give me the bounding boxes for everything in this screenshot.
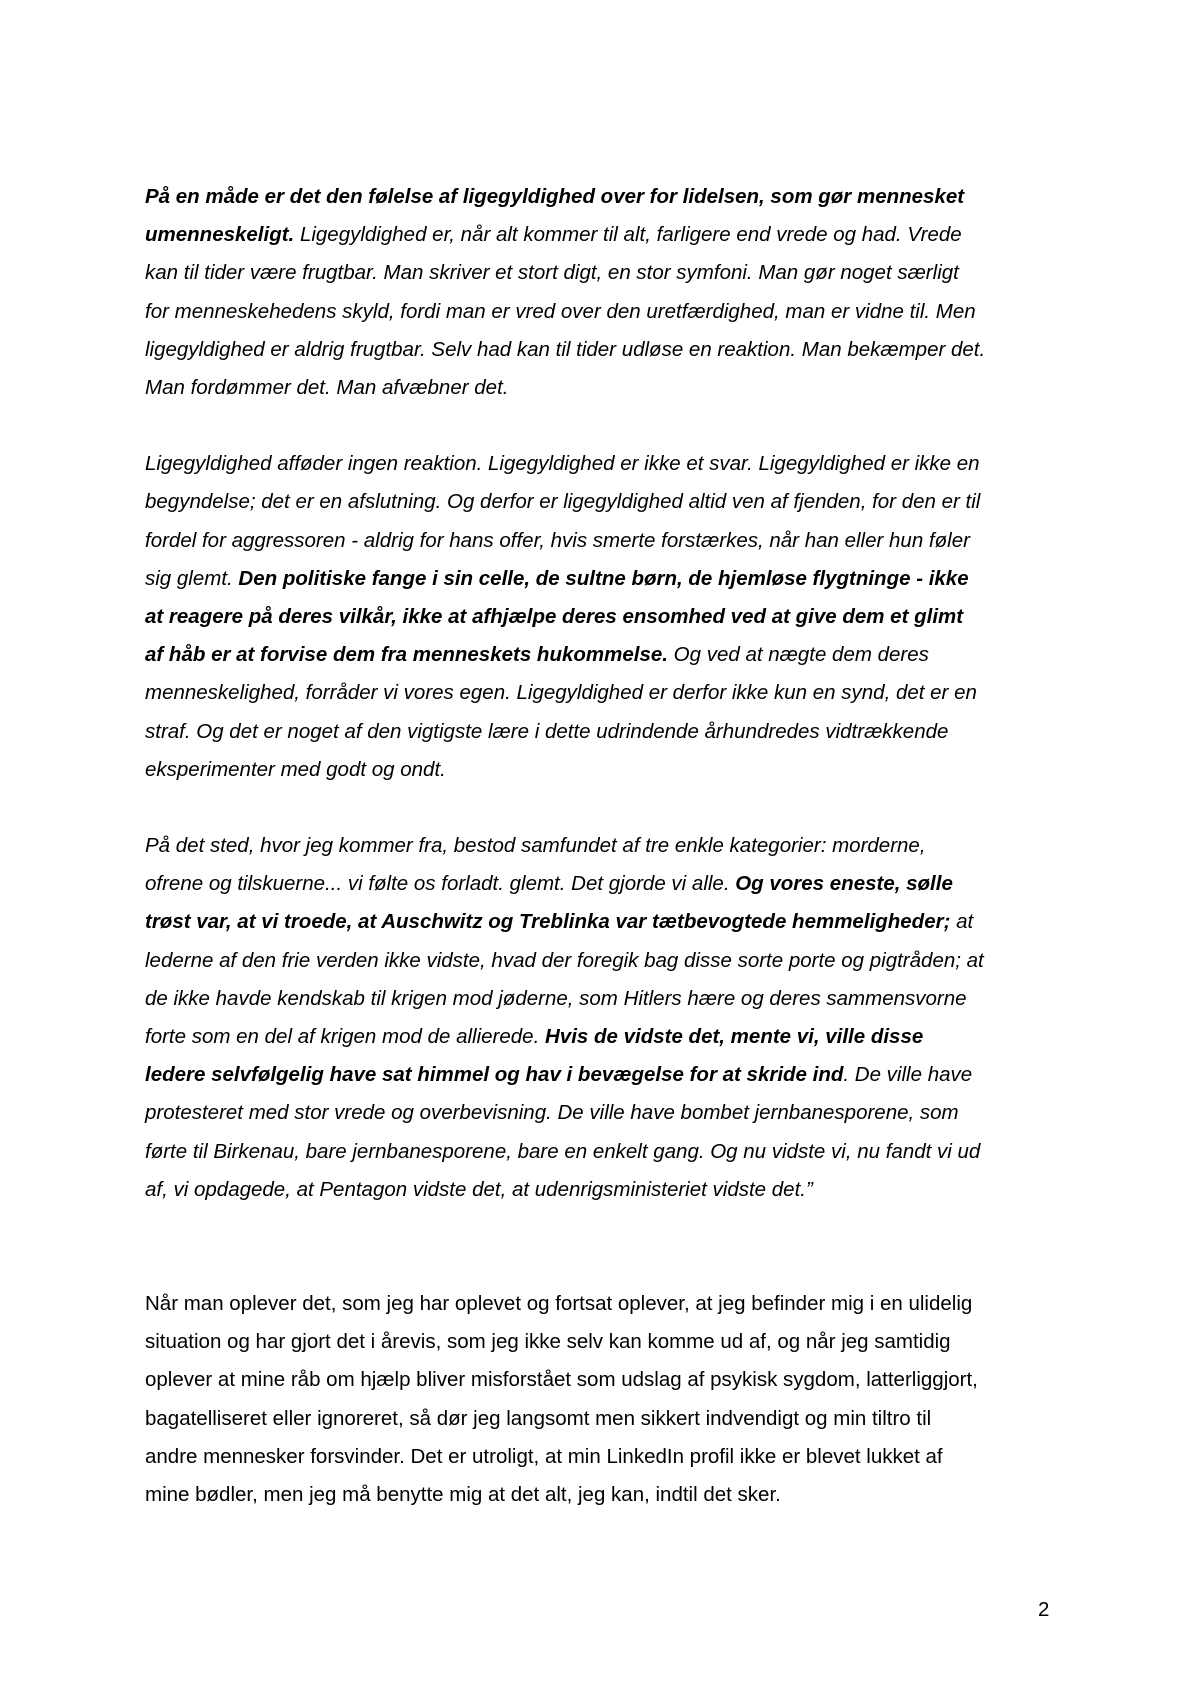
bold-span: ledere selvfølgelig have sat himmel og hav i bevægelse for at skride ind (145, 1063, 844, 1087)
text-line (145, 980, 1065, 1018)
text-span: Og ved at nægte dem deres (667, 643, 929, 667)
text-line (145, 483, 1065, 521)
text-line (145, 1361, 1065, 1399)
text-line (145, 865, 1065, 903)
text-span: menneskelighed, forråder vi vores egen. Ligegyldighed er derfor ikke kun en synd, det er en (145, 681, 977, 705)
text-span: ligegyldighed er aldrig frugtbar. Selv had kan til tider udløse en reaktion. Man bekæmper det. (145, 337, 986, 361)
bold-span: umenneskeligt. (145, 223, 295, 247)
text-span: Når man oplever det, som jeg har oplevet og fortsat oplever, at jeg befinder mig i en ulidelig (145, 1292, 973, 1316)
text-span: . De ville have (843, 1063, 973, 1087)
text-line (145, 254, 1065, 292)
paragraph-gap (145, 407, 1065, 445)
text-span: straf. Og det er noget af den vigtigste lære i dette udrindende århundredes vidtrækkende (145, 719, 949, 743)
bold-span: Den politiske fange i sin celle, de sultne børn, de hjemløse flygtninge - ikke (238, 566, 969, 590)
paragraph-4 (145, 1285, 1065, 1514)
text-span: Ligegyldighed afføder ingen reaktion. Ligegyldighed er ikke et svar. Ligegyldighed er ikke en (145, 452, 980, 476)
bold-span: af håb er at forvise dem fra menneskets hukommelse. (145, 643, 668, 667)
text-line (145, 369, 1065, 407)
text-span: lederne af den frie verden ikke vidste, hvad der foregik bag disse sorte porte og pigtråden; at (145, 948, 984, 972)
text-line (145, 1476, 1065, 1514)
paragraph-gap (145, 1209, 1065, 1285)
text-line (145, 1171, 1065, 1209)
text-line (145, 178, 1065, 216)
text-line (145, 903, 1065, 941)
bold-span: På en måde er det den følelse af ligegyldighed over for lidelsen, som gør mennesket (145, 185, 965, 208)
text-line (145, 942, 1065, 980)
text-span: fordel for aggressoren - aldrig for hans offer, hvis smerte forstærkes, når han eller hun føler (145, 528, 970, 552)
text-span: Man fordømmer det. Man afvæbner det. (145, 376, 509, 400)
bold-span: Hvis de vidste det, mente vi, ville disse (544, 1025, 924, 1049)
text-line (145, 293, 1065, 331)
bold-span: trøst var, at vi troede, at Auschwitz og Treblinka var tætbevogtede hemmeligheder; (145, 910, 951, 934)
bold-span: at reagere på deres vilkår, ikke at afhjælpe deres ensomhed ved at give dem et glimt (145, 605, 964, 629)
paragraph-1 (145, 178, 1065, 407)
text-line (145, 1133, 1065, 1171)
text-line (145, 522, 1065, 560)
text-span: førte til Birkenau, bare jernbanesporene, bare en enkelt gang. Og nu vidste vi, nu fandt vi ud (145, 1139, 981, 1163)
text-span: oplever at mine råb om hjælp bliver misforstået som udslag af psykisk sygdom, latterliggjort, (145, 1368, 978, 1392)
text-line (145, 1400, 1065, 1438)
text-span: Ligegyldighed er, når alt kommer til alt, farligere end vrede og had. Vrede (294, 223, 962, 247)
text-line (145, 560, 1065, 598)
text-line (145, 331, 1065, 369)
text-line (145, 445, 1065, 483)
text-span: situation og har gjort det i årevis, som jeg ikke selv kan komme ud af, og når jeg samtidig (145, 1330, 951, 1354)
text-line (145, 1056, 1065, 1094)
text-span: de ikke havde kendskab til krigen mod jøderne, som Hitlers hære og deres sammensvorne (145, 986, 967, 1010)
text-line (145, 1094, 1065, 1132)
text-line (145, 1018, 1065, 1056)
text-span: protesteret med stor vrede og overbevisning. De ville have bombet jernbanesporene, som (145, 1101, 959, 1125)
body-text (145, 178, 1065, 1514)
text-line (145, 674, 1065, 712)
text-span: bagatelliseret eller ignoreret, så dør jeg langsomt men sikkert indvendigt og min tiltro til (145, 1406, 932, 1430)
text-line (145, 216, 1065, 254)
text-line (145, 713, 1065, 751)
text-span: for menneskehedens skyld, fordi man er vred over den uretfærdighed, man er vidne til. Men (145, 299, 976, 323)
text-span: kan til tider være frugtbar. Man skriver et stort digt, en stor symfoni. Man gør noget særligt (145, 261, 959, 285)
text-span: eksperimenter med godt og ondt. (145, 757, 446, 781)
text-line (145, 751, 1065, 789)
text-line (145, 827, 1065, 865)
text-span: forte som en del af krigen mod de allierede. (145, 1025, 545, 1049)
text-span: ofrene og tilskuerne... vi følte os forladt. glemt. Det gjorde vi alle. (145, 872, 736, 896)
text-span: mine bødler, men jeg må benytte mig at det alt, jeg kan, indtil det sker. (145, 1483, 781, 1507)
bold-span: Og vores eneste, sølle (735, 872, 953, 896)
paragraph-2 (145, 445, 1065, 789)
text-span: at (950, 910, 974, 934)
text-span: andre mennesker forsvinder. Det er utroligt, at min LinkedIn profil ikke er blevet lukket af (145, 1444, 943, 1468)
paragraph-gap (145, 789, 1065, 827)
paragraph-3 (145, 827, 1065, 1209)
text-line (145, 1438, 1065, 1476)
text-span: sig glemt. (145, 566, 239, 590)
text-line (145, 1285, 1065, 1323)
text-line (145, 1323, 1065, 1361)
text-span: På det sted, hvor jeg kommer fra, bestod samfundet af tre enkle kategorier: morderne, (145, 834, 926, 858)
text-span: begyndelse; det er en afslutning. Og derfor er ligegyldighed altid ven af fjenden, for den er til (145, 490, 981, 514)
text-line (145, 598, 1065, 636)
text-span: af, vi opdagede, at Pentagon vidste det, at udenrigsministeriet vidste det.” (145, 1177, 813, 1201)
page-number: 2 (1038, 1598, 1050, 1621)
text-line (145, 636, 1065, 674)
